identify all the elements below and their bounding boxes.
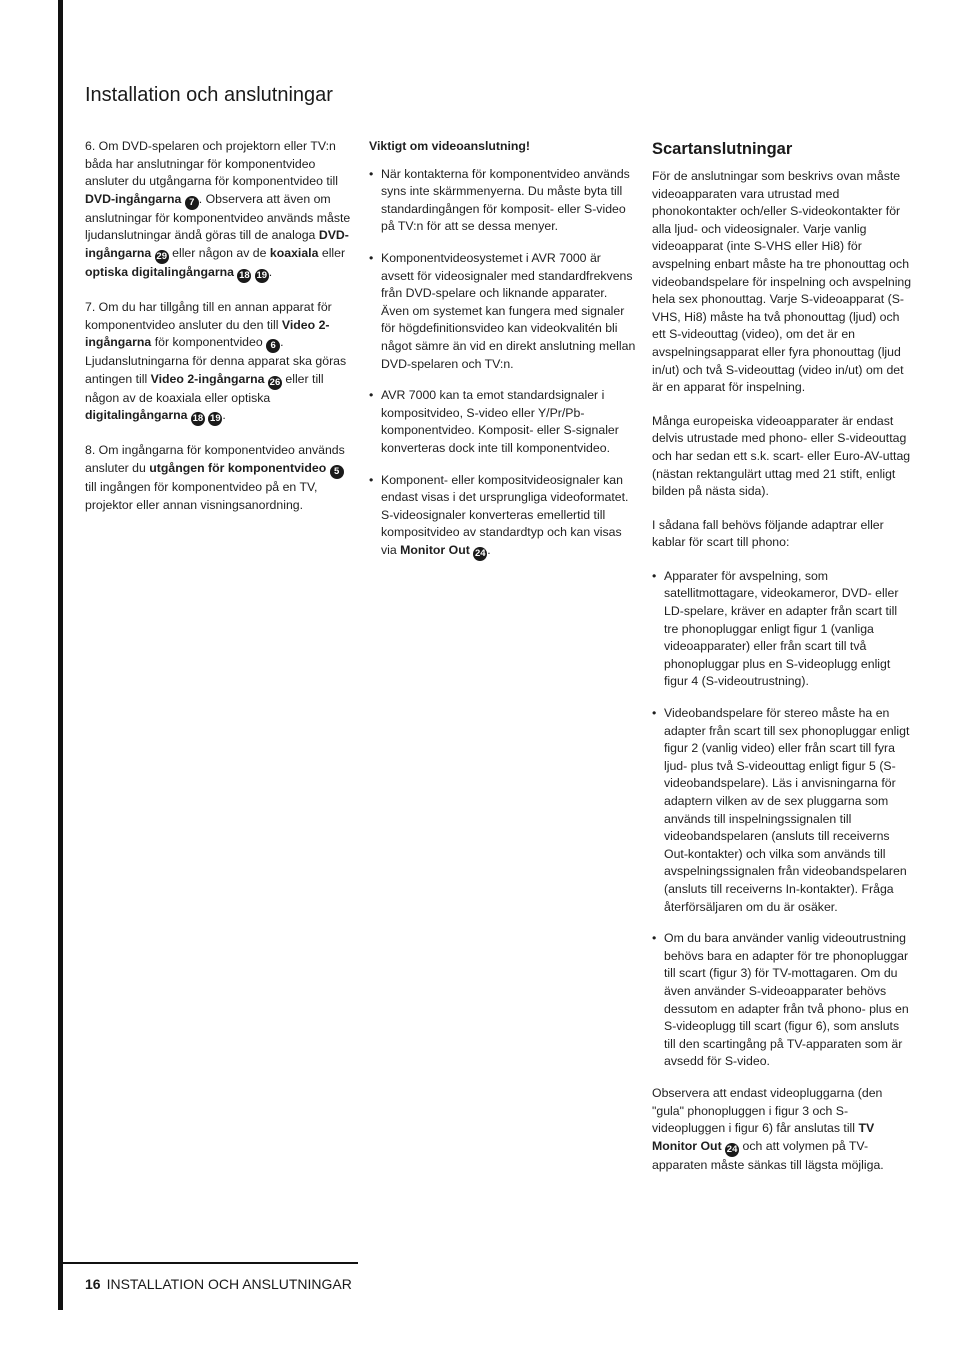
footer-label: INSTALLATION OCH ANSLUTNINGAR	[106, 1276, 352, 1292]
list-item	[369, 472, 637, 561]
text: . Ljudanslutningarna för denna apparat ska göras antingen till	[85, 335, 347, 386]
list-item: • Komponentvideosystemet i AVR 7000 är avsett för videosignaler med standardfrekvens från DVD-spelare och liknande apparater. Även om systemet kan fungera med signaler för högdefinitionsvideo kan videokvalitén bli något sämre än vid en direkt anslutning mellan DVD-spelaren och TV:n.	[369, 250, 637, 373]
list-item: • Apparater för avspelning, som satellitmottagare, videokameror, DVD- eller LD-spelare, kräver en adapter från scart till tre phonopluggar enligt figur 1 (vanliga videoapparater) eller från scart till två phonopluggar plus en S-videoplugg enligt figur 4 (S-videoutrustning).	[652, 568, 914, 691]
column-1	[85, 138, 353, 524]
video-notes-list	[369, 166, 637, 561]
text: eller någon av de	[168, 245, 270, 260]
callout-number: 5	[330, 465, 344, 479]
video-notes-heading: Viktigt om videoanslutning!	[369, 139, 531, 153]
callout-number: 18	[239, 269, 250, 281]
scart-intro-paragraph: För de anslutningar som beskrivs ovan måste videoapparaten vara utrustad med phonokontakter och/eller S-videokontakter för alla ljud- och videosignaler. Varje vanlig videoapparat (inte S-VHS eller Hi8) för avspelning enbart måste ha tre phonouttag och videobandspelare för inspelning och avspelning hela sex phonouttag. Varje S-videoapparat (S-VHS, Hi8) måste ha två phonouttag (ljud) och ett S-videouttag (video), om det är en avspelningsapparat eller fyra phonouttag (ljud in/ut) och två S-videouttag (video in/ut) om det är en apparat för inspelning.	[652, 169, 912, 395]
list-item: • Om du bara använder vanlig videoutrustning behövs bara en adapter för tre phonopluggar till scart (figur 3) för TV-mottagaren. Om du även använder S-videoapparater behövs dessutom en adapter från två phono- plus en S-videoplugg till scart (figur 6), som ansluts till den scartingång på TV-apparaten som är avsedd för S-video.	[652, 930, 914, 1071]
text: 8. Om ingångarna för komponentvideo används ansluter du	[85, 443, 345, 475]
bold-term: koaxiala	[269, 245, 319, 260]
text: Komponent- eller kompositvideosignaler kan endast visas i det ursprungliga videoformatet. S-videosignaler konverteras emellertid till kompositvideo av standardtyp och kan visas via	[381, 472, 629, 557]
bold-term: utgången för komponentvideo	[149, 460, 327, 475]
list-item: • AVR 7000 kan ta emot standardsignaler i kompositvideo, S-video eller Y/Pr/Pb-komponentvideo. Komposit- eller S-signaler konverteras dock inte till komponentvideo.	[369, 387, 637, 457]
column-2	[369, 138, 637, 575]
bold-term: Video 2-ingångarna	[85, 317, 330, 350]
column-3	[652, 138, 914, 1184]
scart-europe-paragraph: Många europeiska videoapparater är endast delvis utrustade med phono- eller S-videouttag och har sedan ett s.k. scart- eller Euro-AV-uttag (nästan rektangulärt uttag med 21 stift, enligt bilden på nästa sida).	[652, 413, 911, 499]
text: 7. Om du har tillgång till en annan apparat för komponentvideo ansluter du den till	[85, 299, 332, 332]
callout-number: 18	[192, 413, 204, 425]
callout-number: 24	[474, 547, 486, 559]
text: .	[268, 264, 273, 279]
step-8-paragraph	[85, 442, 353, 514]
bold-term: DVD-ingångarna	[85, 191, 182, 206]
page-number: 16	[85, 1276, 101, 1292]
text: eller till någon av de koaxiala eller optiska	[85, 371, 324, 405]
left-margin-bar	[58, 0, 63, 1310]
bold-term: Monitor Out	[400, 542, 470, 557]
bold-term: digitalingångarna	[85, 408, 188, 423]
bold-term: Video 2-ingångarna	[150, 371, 265, 386]
footer-rule	[58, 1262, 358, 1264]
callout-number: 26	[269, 376, 281, 388]
text: till ingången för komponentvideo på en TV, projektor eller annan visningsanordning.	[85, 479, 318, 512]
callout-number: 19	[256, 269, 268, 281]
step-6-paragraph	[85, 138, 353, 283]
step-7-paragraph	[85, 299, 353, 426]
text: .	[487, 542, 491, 557]
scart-adapters-paragraph: I sådana fall behövs följande adaptrar eller kablar för scart till phono:	[652, 517, 884, 550]
callout-number: 7	[185, 196, 199, 210]
callout-number: 6	[266, 339, 280, 353]
bold-term: optiska digitalingångarna	[85, 264, 234, 279]
text: . Observera att även om anslutningar för komponentvideo används måste ljudanslutningar ändå göras till de analoga	[85, 191, 351, 243]
text: eller	[318, 245, 346, 260]
scart-adapter-list	[652, 568, 914, 1071]
page-title: Installation och anslutningar	[85, 84, 333, 106]
section-title: Scartanslutningar	[652, 140, 793, 158]
list-item: • När kontakterna för komponentvideo används syns inte skärmmenyerna. Du måste byta till standardingången för komposit- eller S-video på TV:n för att se dessa menyer.	[369, 166, 637, 236]
page-footer	[85, 1276, 352, 1292]
callout-number: 24	[726, 1143, 738, 1155]
text: .	[222, 408, 226, 423]
callout-number: 19	[210, 413, 221, 425]
text: för komponentvideo	[151, 335, 267, 350]
bold-term: DVD-ingångarna	[85, 228, 349, 260]
text: Observera att endast videopluggarna (den "gula" phonopluggen i figur 3 och S-videopluggen i figur 6) får anslutas till	[652, 1085, 883, 1136]
list-item: • Videobandspelare för stereo måste ha en adapter från scart till sex phonopluggar enligt figur 2 (vanlig video) eller från scart till fyra ljud- plus två S-videouttag enligt figur 5 (S-videobandspelare). Läs i anvisningarna för adaptern vilken av de sex pluggarna som används till inspelningssignalen till videobandspelaren (ansluts till receiverns Out-kontakter) och vilka som används till avspelningssignalen från videobandspelaren (ansluts till receiverns In-kontakter). Fråga återförsäljaren om du är osäker.	[652, 705, 914, 916]
callout-number: 29	[156, 250, 167, 262]
text: och att volymen på TV-apparaten måste sänkas till lägsta möjliga.	[652, 1138, 884, 1172]
text: 6. Om DVD-spelaren och projektorn eller TV:n båda har anslutningar för komponentvideo ansluter du utgångarna för komponentvideo till	[85, 139, 338, 189]
scart-note-paragraph	[652, 1085, 914, 1174]
bold-term: TV Monitor Out	[652, 1121, 875, 1153]
